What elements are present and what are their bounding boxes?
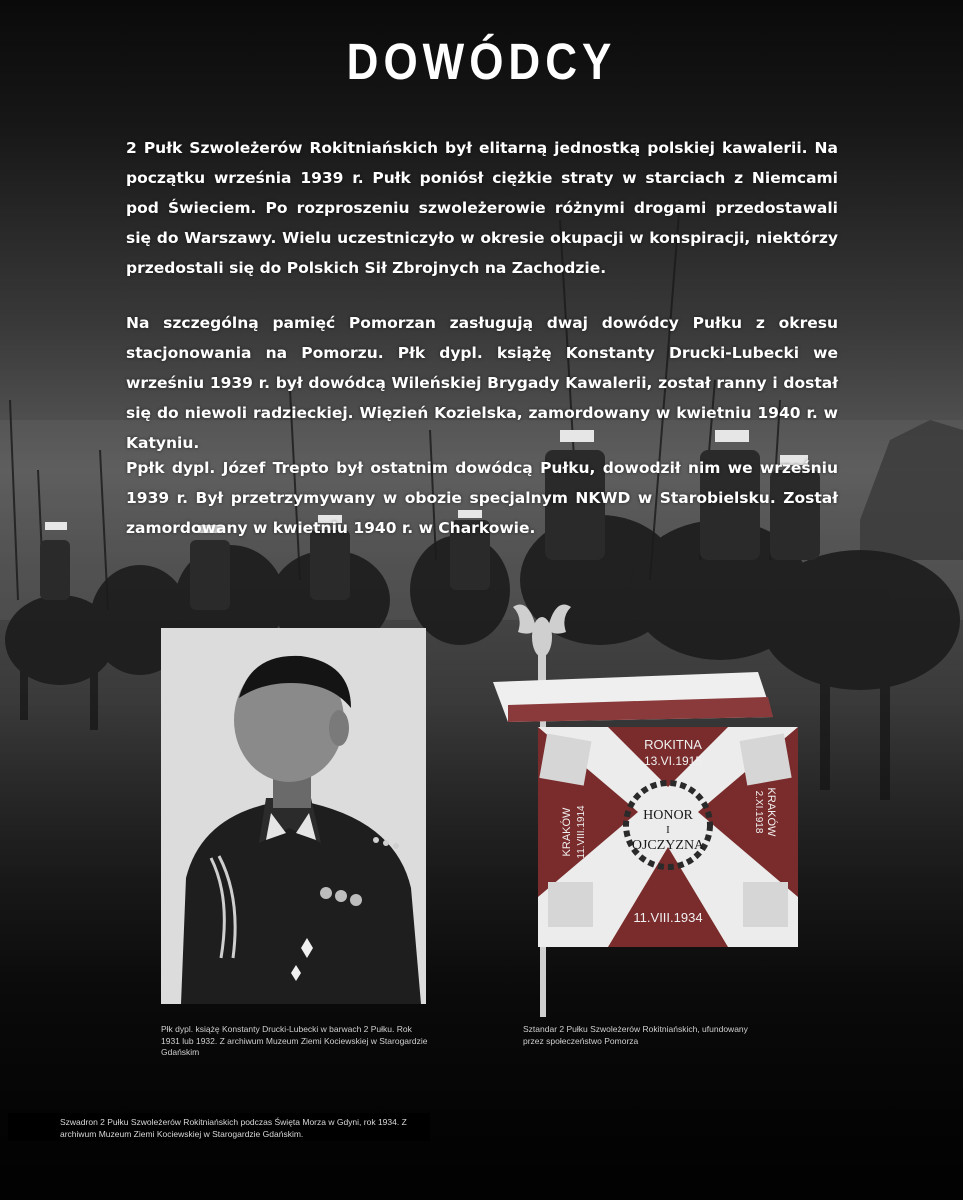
banner-bottom-date: 11.VIII.1934 (633, 910, 703, 925)
portrait-photo (161, 628, 426, 1004)
banner-top-text: ROKITNA (644, 737, 702, 752)
portrait-caption: Płk dypl. książę Konstanty Drucki-Lubecki w barwach 2 Pułku. Rok 1931 lub 1932. Z archiwum Muzeum Ziemi Kociewskiej w Starogardzie Gdańskim (161, 1024, 428, 1057)
banner-caption: Sztandar 2 Pułku Szwoleżerów Rokitniańskich, ufundowany przez społeczeństwo Pomorza (523, 1024, 748, 1046)
paragraph-2: Na szczególną pamięć Pomorzan zasługują dwaj dowódcy Pułku z okresu stacjonowania na Pomorzu. Płk dypl. książę Konstanty Drucki-Lubecki we wrześniu 1939 r. był dowódcą Wileńskiej Brygady Kawalerii, został ranny i dostał się do niewoli radzieckiej. Więzień Kozielska, zamordowany w kwietniu 1940 r. w Katyniu. (126, 314, 838, 452)
regimental-standard-photo (488, 597, 810, 1017)
background-caption: Szwadron 2 Pułku Szwoleżerów Rokitniańskich podczas Święta Morza w Gdyni, rok 1934. Z archiwum Muzeum Ziemi Kociewskiej w Starogardzie Gdańskim. (60, 1117, 407, 1139)
paragraph-1: 2 Pułk Szwoleżerów Rokitniańskich był elitarną jednostką polskiej kawalerii. Na początku września 1939 r. Pułk poniósł ciężkie straty w starciach z Niemcami pod Świeciem. Po rozproszeniu szwoleżerowie różnymi drogami przedostawali się do Warszawy. Wielu uczestniczyło w okresie okupacji w konspiracji, niektórzy przedostali się do Polskich Sił Zbrojnych na Zachodzie. (126, 139, 838, 277)
banner-right-date: 2.XI.1918 (753, 790, 764, 834)
banner-left-text: KRAKÓW (561, 807, 573, 857)
page-title: DOWÓDCY (346, 34, 617, 91)
paragraph-3: Ppłk dypl. Józef Trepto był ostatnim dowódcą Pułku, dowodził nim we wrześniu 1939 r. Był przetrzymywany w obozie specjalnym NKWD w Starobielsku. Został zamordowany w kwietniu 1940 r. w Charkowie. (126, 459, 838, 537)
banner-top-date: 13.VI.1915 (643, 754, 703, 768)
banner-center-line2: I (666, 824, 670, 836)
banner-center-line3: OJCZYZNA (631, 838, 705, 853)
banner-center-line1: HONOR (643, 808, 693, 823)
banner-right-text: KRAKÓW (765, 787, 777, 837)
banner-left-date: 11.VIII.1914 (576, 805, 587, 859)
